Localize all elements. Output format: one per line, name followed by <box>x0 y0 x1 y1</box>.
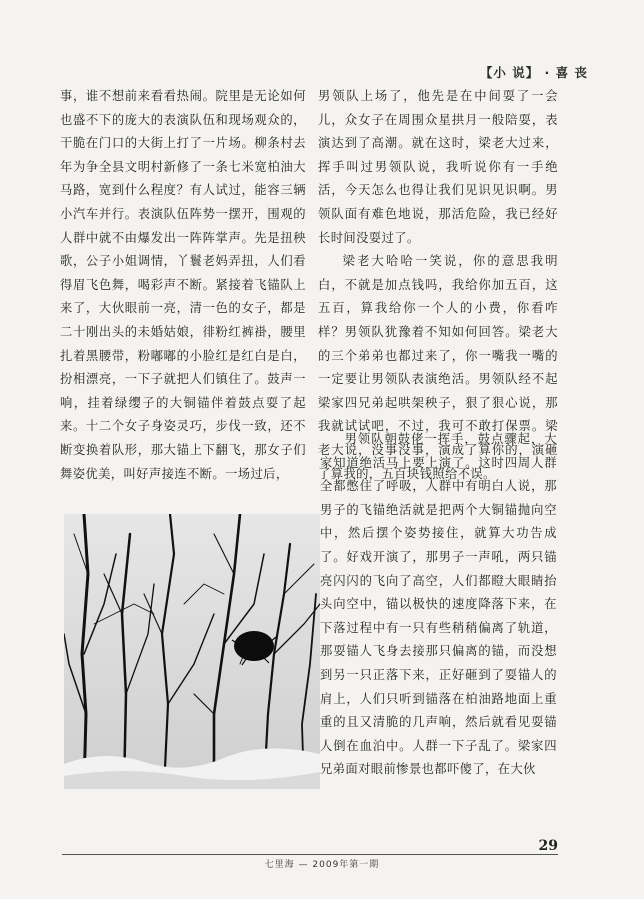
page-number: 29 <box>538 838 558 854</box>
right-text-column-upper <box>318 85 558 486</box>
right-paragraph-1: 男领队上场了，他先是在中间耍了一会儿，众女子在周围众星拱月一般陪耍，表演达到了高潮。就在这时，梁老大过来，挥手叫过男领队说，我听说你有一手绝活，今天怎么也得让我们见识见识啊。男领队面有难色地说，那活危险，我已经好长时间没耍过了。 <box>318 89 558 245</box>
footer-divider <box>62 854 558 855</box>
right-text-column-lower <box>320 428 557 782</box>
right-paragraph-2: 梁老大哈哈一笑说，你的意思我明白，不就是加点钱吗，我给你加五百，这五百，算我给你一个人的小费，你看咋样？男领队犹豫着不知如何回答。梁老大的三个弟弟也都过来了，你一嘴我一嘴的一定要让男领队表演绝活。男领队经不起梁家四兄弟起哄架秧子，狠了狠心说，那我就试试吧，不过，我可不敢打保票。梁老大说，没事没事，演成了算你的，演砸了算我的，五百块钱照给不误。 <box>318 254 558 481</box>
footer-issue-line: 七里海 — 2009年第一期 <box>264 860 380 870</box>
bare-tree-with-nest-photo <box>64 514 320 789</box>
right-paragraph-3: 男领队朝鼓佬一挥手，鼓点骤起，大家知道绝活马上要上演了。这时四周人群全都憋住了呼吸，人群中有明白人说，那男子的飞锚绝活就是把两个大铜锚抛向空中，然后摆个姿势接住，就算大功告成了。好戏开演了，那男子一声吼，两只锚亮闪闪的飞向了高空，人们都瞪大眼睛抬头向空中，锚以极快的速度降落下来，在下落过程中有一只有些稍稍偏离了轨道，那耍锚人飞身去接那只偏离的锚，而没想到另一只正落下来，正好砸到了耍锚人的肩上，人们只听到锚落在柏油路地面上重重的且又清脆的几声响，然后就看见耍锚人倒在血泊中。人群一下子乱了。梁家四兄弟面对眼前惨景也都吓傻了，在大伙 <box>320 432 557 777</box>
section-tag: 【小 说】 · 喜 丧 <box>479 65 588 80</box>
left-column-paragraph: 事，谁不想前来看看热闹。院里是无论如何也盛不下的庞大的表演队伍和现场观众的，干脆在门口的大街上打了一片场。柳条村去年为争全县文明村新修了一条七米宽柏油大马路，宽到什么程度？有人试过，能容三辆小汽车并行。表演队伍阵势一摆开，围观的人群中就不由爆发出一阵阵掌声。先是扭秧歌，公子小姐调情，丫鬟老妈弄扭，人们看得眉飞色舞，喝彩声不断。紧接着飞锚队上来了，大伙眼前一亮，清一色的女子，都是二十刚出头的未婚姑娘，徘粉红裤褂，腰里扎着黑腰带，粉嘟嘟的小脸红是红白是白，扮相漂亮，一下子就把人们镇住了。鼓声一响，挂着绿缨子的大铜锚伴着鼓点耍了起来。十二个女子身姿灵巧，步伐一致，还不断变换着队形，那大锚上下翻飞，那女子们舞姿优美，叫好声接连不断。一场过后， <box>60 89 306 481</box>
left-text-column <box>60 85 306 486</box>
